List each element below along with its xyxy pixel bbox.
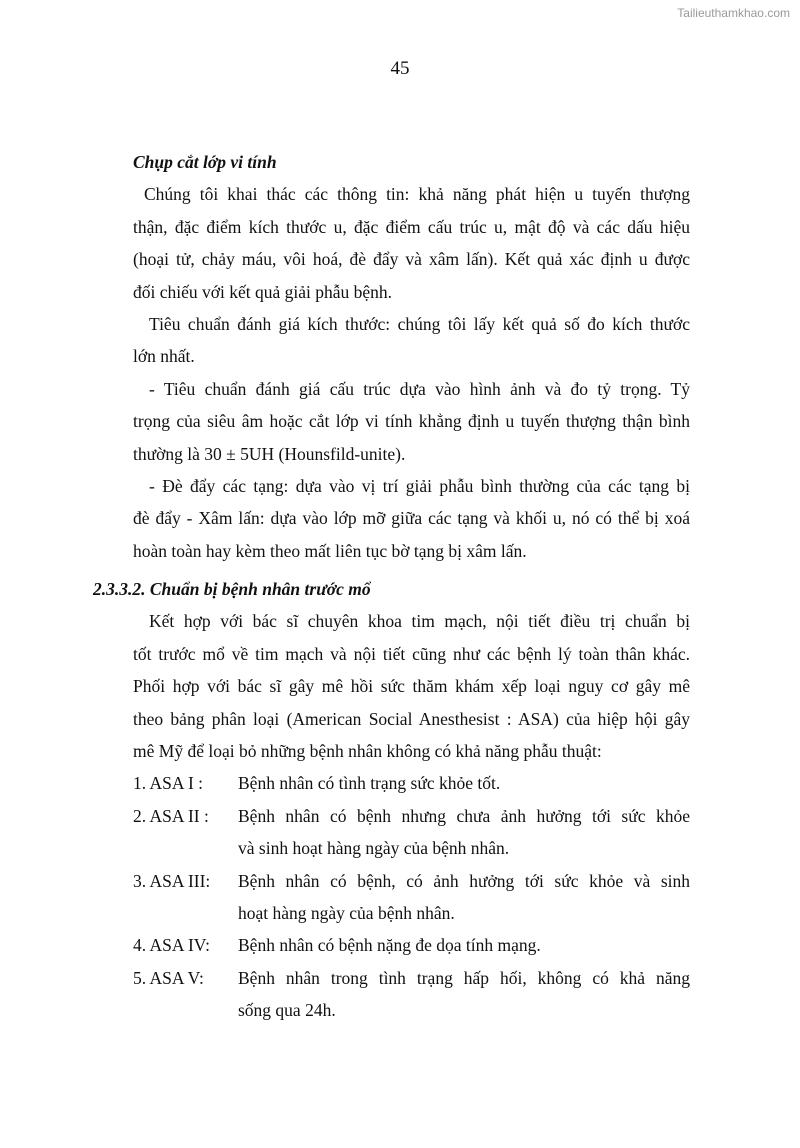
asa-label: 2. ASA II : <box>133 805 209 826</box>
asa-list-item <box>133 865 690 897</box>
text-line: thận, đặc điểm kích thước u, đặc điểm cấu trúc u, mật độ và các dấu hiệu <box>133 216 690 237</box>
section-heading-ct: Chụp cắt lớp vi tính <box>133 152 277 172</box>
asa-text-cont: sống qua 24h. <box>238 1000 336 1021</box>
asa-label: 1. ASA I : <box>133 773 204 794</box>
text-line: Tiêu chuẩn đánh giá kích thước: chúng tôi lấy kết quả số đo kích thước <box>149 313 690 334</box>
text-line: lớn nhất. <box>133 346 195 367</box>
asa-text: Bệnh nhân trong tình trạng hấp hối, không có khả năng <box>238 967 690 988</box>
text-line: - Tiêu chuẩn đánh giá cấu trúc dựa vào hình ảnh và đo tỷ trọng. Tỷ <box>149 378 690 399</box>
asa-text: Bệnh nhân có bệnh, có ảnh hưởng tới sức khỏe và sinh <box>238 870 690 891</box>
asa-text: Bệnh nhân có bệnh nhưng chưa ảnh hưởng tới sức khỏe <box>238 805 690 826</box>
document-body <box>93 146 690 1027</box>
asa-label: 5. ASA V: <box>133 967 204 988</box>
asa-list-item <box>133 800 690 832</box>
asa-text: Bệnh nhân có bệnh nặng đe dọa tính mạng. <box>238 935 541 956</box>
text-line: thường là 30 ± 5UH (Hounsfild-unite). <box>133 443 406 464</box>
text-line: tốt trước mổ về tim mạch và nội tiết cũng như các bệnh lý toàn thân khác. <box>133 643 690 664</box>
text-line: hoàn toàn hay kèm theo mất liên tục bờ tạng bị xâm lấn. <box>133 540 527 561</box>
text-line: đối chiếu với kết quả giải phẫu bệnh. <box>133 281 393 302</box>
text-line: trọng của siêu âm hoặc cắt lớp vi tính khẳng định u tuyến thượng thận bình <box>133 411 690 432</box>
text-line: Kết hợp với bác sĩ chuyên khoa tim mạch, nội tiết điều trị chuẩn bị <box>149 611 690 632</box>
asa-label: 3. ASA III: <box>133 870 211 891</box>
watermark: Tailieuthamkhao.com <box>677 6 790 20</box>
page-number: 45 <box>390 58 410 79</box>
asa-list-item <box>133 767 690 799</box>
asa-text-cont: và sinh hoạt hàng ngày của bệnh nhân. <box>238 838 510 859</box>
text-line: theo bảng phân loại (American Social Anesthesist : ASA) của hiệp hội gây <box>133 708 690 729</box>
asa-list-item <box>133 962 690 994</box>
text-line: mê Mỹ để loại bỏ những bệnh nhân không có khả năng phẫu thuật: <box>133 741 602 762</box>
asa-list-item <box>133 929 690 961</box>
asa-label: 4. ASA IV: <box>133 935 210 956</box>
asa-text-cont: hoạt hàng ngày của bệnh nhân. <box>238 902 455 923</box>
text-line: Phối hợp với bác sĩ gây mê hồi sức thăm khám xếp loại nguy cơ gây mê <box>133 676 690 697</box>
text-line: đè đẩy - Xâm lấn: dựa vào lớp mỡ giữa các tạng và khối u, nó có thể bị xoá <box>133 508 690 529</box>
asa-text: Bệnh nhân có tình trạng sức khỏe tốt. <box>238 773 501 794</box>
text-line: - Đè đẩy các tạng: dựa vào vị trí giải phẫu bình thường của các tạng bị <box>149 475 690 496</box>
text-line: Chúng tôi khai thác các thông tin: khả năng phát hiện u tuyến thượng <box>144 184 690 205</box>
section-heading-preop: 2.3.3.2. Chuẩn bị bệnh nhân trước mổ <box>93 579 371 600</box>
text-line: (hoại tử, chảy máu, vôi hoá, đè đẩy và xâm lấn). Kết quả xác định u được <box>133 249 690 270</box>
